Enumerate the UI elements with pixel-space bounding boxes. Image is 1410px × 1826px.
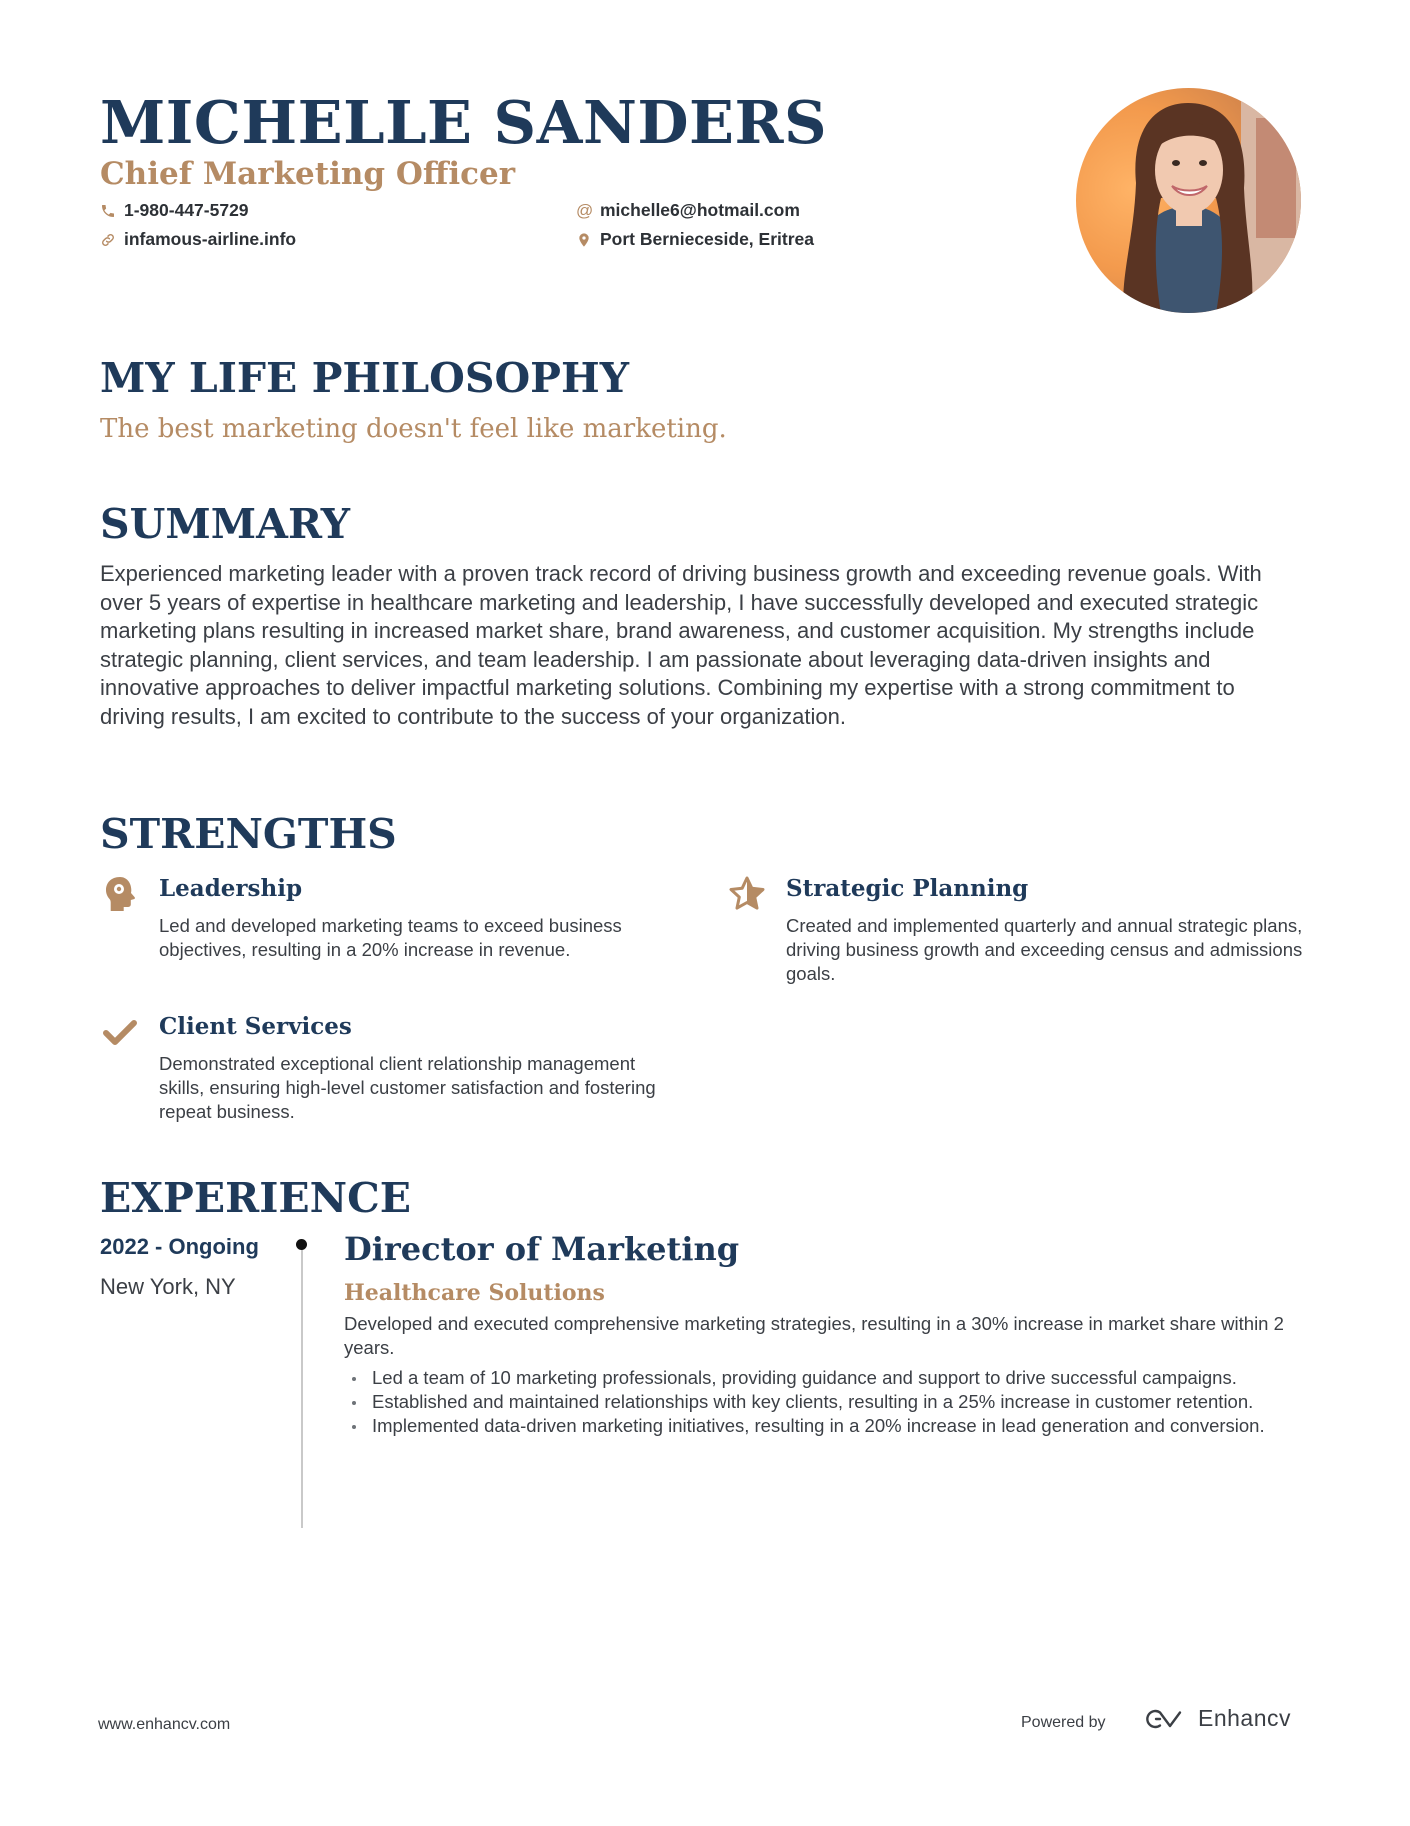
strength-description: Demonstrated exceptional client relationship management skills, ensuring high-level customer satisfaction and fostering repeat business. (159, 1053, 656, 1122)
philosophy-heading: MY LIFE PHILOSOPHY (100, 354, 630, 402)
head-icon (100, 874, 140, 914)
strength-title: Strategic Planning (786, 875, 1029, 902)
contact-location (576, 229, 814, 250)
strength-title: Leadership (159, 875, 303, 902)
summary-text: Experienced marketing leader with a proven track record of driving business growth and exceeding revenue goals. With over 5 years of expertise in healthcare marketing and leadership, I have successfully developed and executed strategic marketing plans resulting in increased market share, brand awareness, and customer acquisition. My strengths include strategic planning, client services, and team leadership. I am passionate about leveraging data-driven insights and innovative approaches to deliver impactful marketing solutions. Combining my expertise with a strong commitment to driving results, I am excited to contribute to the success of your organization. (100, 561, 1262, 729)
experience-company: Healthcare Solutions (344, 1280, 605, 1306)
portrait-illustration (1076, 88, 1301, 313)
job-title: Chief Marketing Officer (100, 156, 516, 192)
strength-description: Led and developed marketing teams to exceed business objectives, resulting in a 20% increase in revenue. (159, 915, 622, 960)
star-icon (727, 874, 767, 914)
at-sign-icon: @ (576, 200, 594, 220)
experience-description: Developed and executed comprehensive marketing strategies, resulting in a 30% increase in market share within 2 years. (344, 1313, 1284, 1358)
experience-bullet: Implemented data-driven marketing initiatives, resulting in a 20% increase in lead generation and conversion. (344, 1414, 1304, 1438)
website-link[interactable]: infamous-airline.info (124, 229, 297, 249)
checkmark-icon (100, 1012, 140, 1052)
summary-heading: SUMMARY (100, 500, 351, 548)
candidate-name: MICHELLE SANDERS (100, 88, 828, 157)
experience-heading: EXPERIENCE (100, 1174, 412, 1222)
enhancv-brand-text: Enhancv (1198, 1705, 1292, 1731)
contact-phone (100, 200, 249, 221)
experience-location: New York, NY (100, 1274, 236, 1299)
email-link[interactable]: michelle6@hotmail.com (600, 200, 800, 220)
phone-text[interactable]: 1-980-447-5729 (124, 200, 249, 220)
strengths-heading: STRENGTHS (100, 810, 397, 858)
enhancv-logo[interactable] (1140, 1705, 1291, 1732)
experience-bullet: Led a team of 10 marketing professionals, providing guidance and support to drive successful campaigns. (344, 1366, 1304, 1390)
timeline-line (301, 1244, 303, 1528)
contact-email (576, 200, 800, 221)
profile-photo (1076, 88, 1301, 313)
link-icon (100, 232, 116, 248)
experience-role: Director of Marketing (344, 1230, 740, 1268)
strength-description: Created and implemented quarterly and annual strategic plans, driving business growth and exceeding census and admissions goals. (786, 915, 1303, 984)
timeline-dot (296, 1239, 307, 1250)
experience-dates: 2022 - Ongoing (100, 1234, 259, 1259)
strength-item-leadership (100, 874, 660, 962)
strength-item-strategic-planning (727, 874, 1307, 986)
philosophy-quote: The best marketing doesn't feel like marketing. (100, 414, 727, 444)
footer-powered-by: Powered by (1021, 1714, 1106, 1731)
experience-bullets (344, 1366, 1304, 1438)
location-text: Port Bernieceside, Eritrea (600, 229, 814, 249)
contact-website (100, 229, 296, 250)
phone-icon (100, 203, 116, 219)
footer-url[interactable]: www.enhancv.com (98, 1716, 231, 1733)
location-pin-icon (576, 232, 592, 248)
experience-bullet: Established and maintained relationships with key clients, resulting in a 25% increase in customer retention. (344, 1390, 1304, 1414)
enhancv-logo-icon (1140, 1707, 1186, 1731)
strength-title: Client Services (159, 1013, 352, 1040)
strength-item-client-services (100, 1012, 660, 1124)
